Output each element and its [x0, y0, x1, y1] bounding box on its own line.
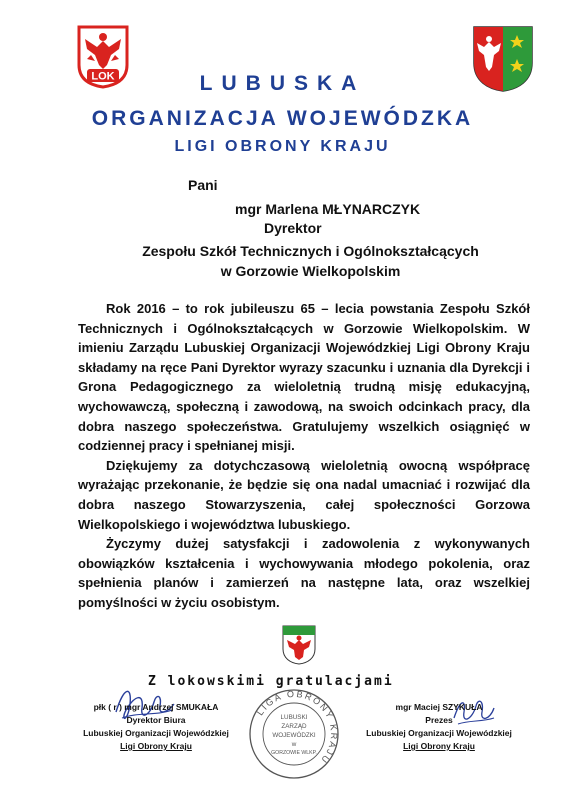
signatory-left-name: płk ( r ) mgr Andrzej SMUKAŁA: [93, 702, 219, 712]
letter-body: [78, 299, 530, 613]
signatory-right-name: mgr Maciej SZYKUŁA: [395, 702, 483, 712]
stamp-ring-text: LIGA OBRONY KRAJU: [254, 688, 340, 767]
stamp-line2: ZARZĄD: [281, 723, 307, 730]
logo-text: LOK: [91, 70, 115, 83]
closing-line: Z lokowskimi gratulacjami: [148, 674, 394, 689]
stamp-line5: GORZOWIE WLKP.: [271, 750, 317, 756]
stamp-line4: w: [291, 741, 297, 748]
org-title-line2: ORGANIZACJA WOJEWÓDZKA: [91, 107, 474, 130]
signatory-right-org2: Ligi Obrony Kraju: [403, 741, 475, 751]
signature-block-left: [66, 701, 246, 753]
addressee-role: Dyrektor: [264, 220, 322, 236]
salutation: Pani: [188, 177, 218, 193]
body-paragraph-3: Życzymy dużej satysfakcji i zadowolenia z wykonywanych obowiązków kształcenia i wychowywania młodego pokolenia, oraz spełnienia planów i zamierzeń na następne lata, oraz wszelkiej pomyślności w życiu osobistym.: [78, 536, 530, 610]
official-stamp: [248, 688, 340, 780]
signatory-right-org1: Lubuskiej Organizacji Wojewódzkiej: [366, 728, 512, 738]
org-title-line3: LIGI OBRONY KRAJU: [174, 138, 391, 155]
gorzow-emblem-icon: [282, 625, 316, 665]
signatory-left-org2: Ligi Obrony Kraju: [120, 741, 192, 751]
stamp-line1: LUBUSKI: [280, 714, 308, 721]
addressee-school: Zespołu Szkół Technicznych i Ogólnokształcących: [142, 243, 479, 259]
body-paragraph-2: Dziękujemy za dotychczasową wieloletnią owocną współpracę wyrażając przekonanie, że będzie się ona nadal umacniać i rozwijać dla dobra naszego Stowarzyszenia, całej społeczności Gorzowa Wielkopolskiego i województwa lubuskiego.: [78, 457, 530, 532]
addressee-city: w Gorzowie Wielkopolskim: [220, 263, 401, 279]
signatory-right-title: Prezes: [425, 715, 453, 725]
body-paragraph-1: Rok 2016 – to rok jubileuszu 65 – lecia powstania Zespołu Szkół Technicznych i Ogólnokształcących w Gorzowie Wielkopolskim. W imieniu Zarządu Lubuskiej Organizacji Wojewódzkiej Ligi Obrony Kraju składamy na ręce Pani Dyrektor wyrazy szacunku i uznania dla Dyrekcji i Grona Pedagogicznego za wieloletnią trudną misję edukacyjną, wychowawczą, społeczną i zawodową, na swoich odcinkach pracy, dla dobra naszego społeczeństwa. Gratulujemy wszelkich osiągnięć w codziennej pracy i spełnianej misji.: [78, 301, 530, 454]
stamp-line3: WOJEWÓDZKI: [272, 732, 316, 739]
signatory-left-title: Dyrektor Biura: [126, 715, 186, 725]
addressee-name: mgr Marlena MŁYNARCZYK: [235, 201, 421, 217]
org-title-line1: LUBUSKA: [199, 72, 366, 95]
signature-block-right: [354, 701, 524, 753]
signatory-left-org1: Lubuskiej Organizacji Wojewódzkiej: [83, 728, 229, 738]
